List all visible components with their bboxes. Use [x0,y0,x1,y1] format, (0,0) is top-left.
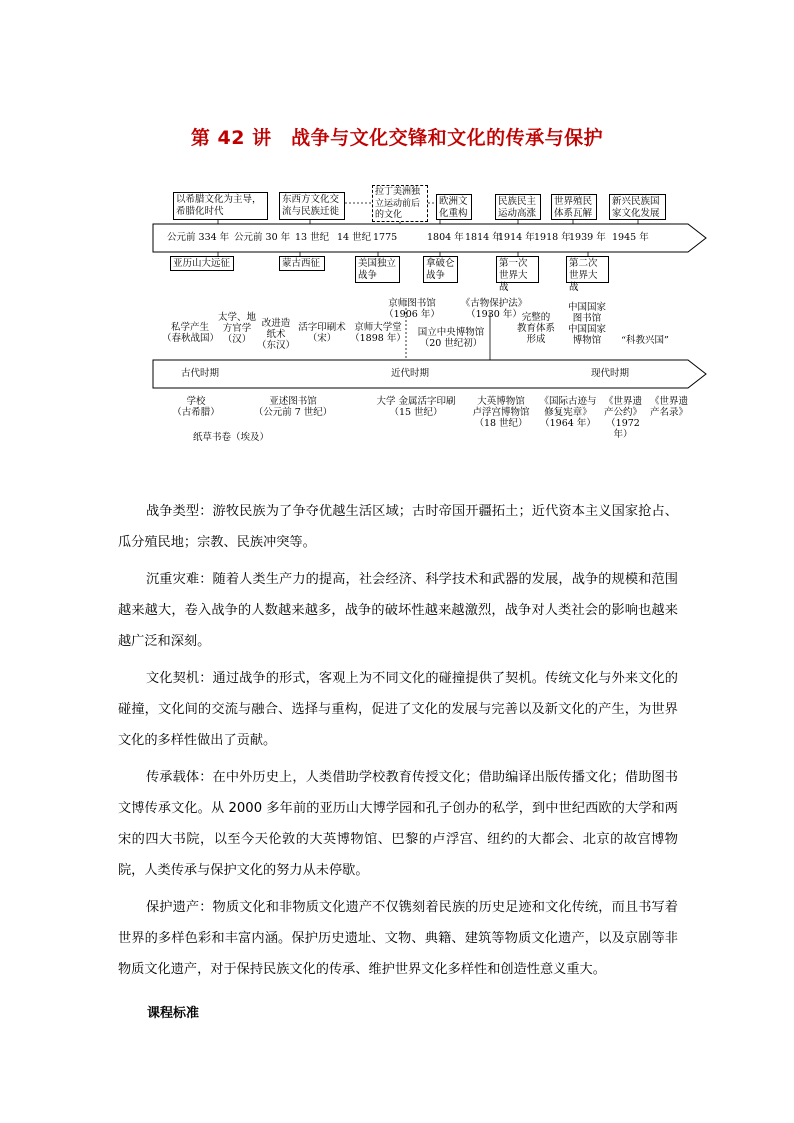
tl1-box-new-nations: 新兴民族国 家文化发展 [609,194,666,220]
tl2-period-ancient: 古代时期 [180,368,219,379]
tl1-box-colonial-collapse: 世界殖民 体系瓦解 [551,194,597,220]
tl2-item-private-school: 私学产生 （春秋战国） [162,322,220,344]
tl2-bottom-assyrian-library: 亚述图书馆 （公元前 7 世纪） [253,396,333,418]
tl1-axis-label: 1775 [373,232,398,243]
tl2-item-national-library-museum: 中国国家 图书馆 中国国家 博物馆 [567,302,606,346]
tl1-event-alexander: 亚历山大远征 [170,256,234,271]
tl1-axis-label: 1918 年 [534,232,571,243]
tl1-axis-label: 1914 年 [498,232,535,243]
paragraph-war-types: 战争类型：游牧民族为了争夺优越生活区域；古时帝国开疆拓土；近代资本主义国家抢占、瓜分殖民地；宗教、民族冲突等。 [118,504,678,550]
tl1-event-mongol: 蒙古西征 [279,256,325,271]
tl2-bottom-venice-charter: 《国际古迹与 修复宪章》 （1964 年） [539,396,597,429]
tl1-box-europe: 欧洲文 化重构 [436,194,472,220]
tl2-item-peking-university: 京师大学堂 （1898 年） [350,322,406,344]
tl2-period-modern: 近代时期 [390,368,429,379]
tl1-event-american-independence: 美国独立 战争 [355,256,400,283]
timeline-arrows [0,0,794,460]
body-text [118,496,678,991]
section-heading: 课程标准 [147,1006,200,1021]
paragraph-heritage: 保护遗产：物质文化和非物质文化遗产不仅镌刻着民族的历史足迹和文化传统，而且书写着世界的多样色彩和丰富内涵。保护历史遗址、文物、典籍、建筑等物质文化遗产，以及京剧等非物质文化遗产，对于保持民族文化的传承、维护世界文化多样性和创造性意义重大。 [118,900,678,977]
tl1-axis-label: 1814 年 [465,232,502,243]
tl1-axis-label: 13 世纪 [295,232,330,243]
tl1-box-east-west: 东西方文化交 流与民族迁徙 [279,192,345,220]
tl1-axis-label: 14 世纪 [337,232,372,243]
paragraph-cultural-opportunity: 文化契机：通过战争的形式，客观上为不同文化的碰撞提供了契机。传统文化与外来文化的碰撞，文化间的交流与融合、选择与重构，促进了文化的发展与完善以及新文化的产生，为世界文化的多样性做出了贡献。 [118,671,678,748]
tl1-axis-label: 1939 年 [569,232,606,243]
tl2-item-science-education: “科教兴国” [621,335,669,346]
tl1-box-national-movements: 民族民主 运动高涨 [495,194,541,220]
tl1-event-ww1: 第一次 世界大战 [496,256,539,283]
tl1-box-hellenistic: 以希腊文化为主导， 希腊化时代 [173,192,268,220]
tl2-bottom-heritage-convention: 《世界遗 产公约》 （1972 年） [603,396,642,440]
tl2-bottom-university-printing: 大学 金属活字印刷 （15 世纪） [376,396,456,418]
tl2-bottom-heritage-list: 《世界遗 产名录》 [649,396,688,418]
tl2-item-paper: 改进造 纸术 （东汉） [256,318,295,351]
tl2-item-national-museum: 国立中央博物馆 （20 世纪初） [417,327,485,349]
tl1-box-latin-america: 拉丁美洲独 立运动前后 的文化 [372,185,428,222]
paragraph-carriers: 传承载体：在中外历史上，人类借助学校教育传授文化；借助编译出版传播文化；借助图书文博传承文化。从 2000 多年前的亚历山大博学园和孔子创办的私学，到中世纪西欧的大学和两宋的四大书院，以至今天伦敦的大英博物馆、巴黎的卢浮宫、纽约的大都会、北京的故宫博物院，人类传承与保护文化的努力从未停歇。 [118,770,678,878]
tl2-item-taixue: 太学、地 方官学 （汉） [217,312,256,345]
tl1-axis-label: 公元前 30 年 [234,232,291,243]
page-title: 第 42 讲 战争与文化交锋和文化的传承与保护 [190,127,604,149]
tl2-item-movable-type: 活字印刷术 （宋） [298,322,346,344]
tl1-event-napoleon: 拿破仑 战争 [423,256,458,283]
tl2-item-library: 京师图书馆 （1906 年） [384,298,440,320]
tl2-bottom-school: 学校 （古希腊） [172,396,220,418]
tl1-axis-label: 1945 年 [612,232,649,243]
tl2-item-relics-law: 《古物保护法》 （1930 年） [460,298,528,320]
tl1-axis-label: 公元前 334 年 [167,232,230,243]
tl2-bottom-british-museum: 大英博物馆 卢浮宫博物馆 （18 世纪） [472,396,530,429]
paragraph-disaster: 沉重灾难：随着人类生产力的提高，社会经济、科学技术和武器的发展，战争的规模和范围越来越大，卷入战争的人数越来越多，战争的破坏性越来越激烈，战争对人类社会的影响也越来越广泛和深刻。 [118,572,678,649]
tl2-period-contemporary: 现代时期 [590,368,629,379]
tl1-axis-label: 1804 年 [427,232,464,243]
tl1-event-ww2: 第二次 世界大战 [566,256,609,283]
tl2-bottom-papyrus: 纸草书卷（埃及） [192,432,269,443]
tl2-item-education-system: 完整的 教育体系 形成 [516,312,555,345]
